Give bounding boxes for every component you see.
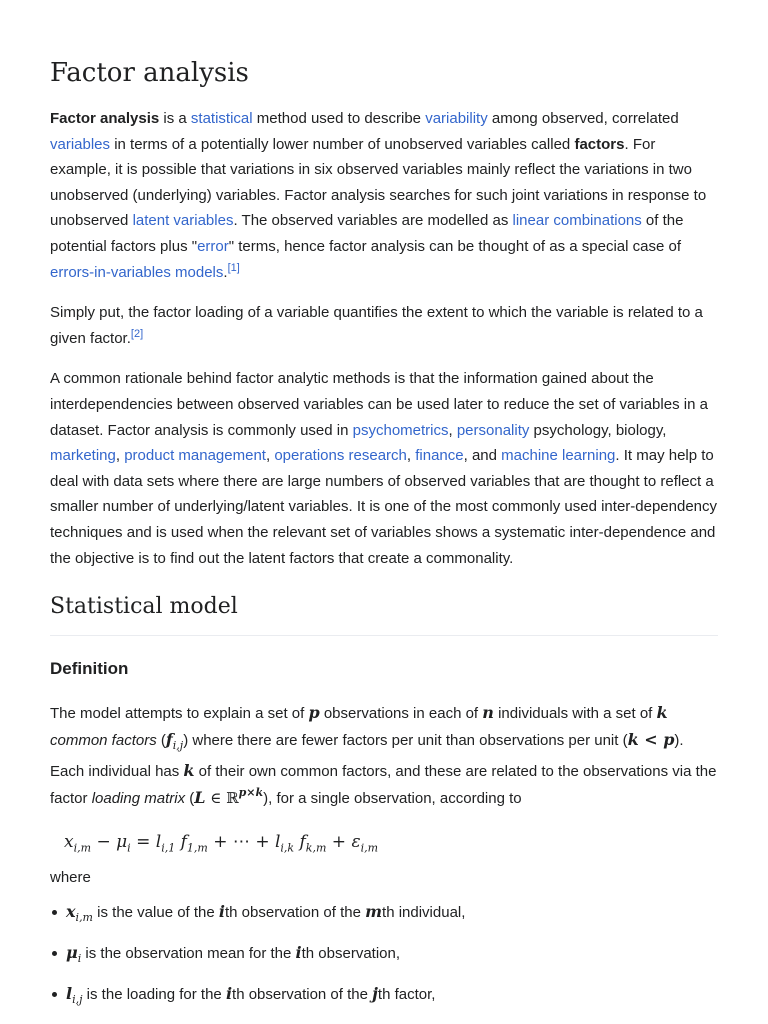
text: is the observation mean for the bbox=[81, 945, 296, 963]
eq-sub: 1,m bbox=[186, 841, 208, 855]
list-item bbox=[50, 942, 718, 970]
subsection-heading: Definition bbox=[50, 659, 129, 679]
math-i: i bbox=[295, 943, 302, 963]
eq-x: x bbox=[64, 831, 74, 852]
eq-sub: i bbox=[127, 841, 131, 855]
text: , bbox=[406, 447, 416, 465]
text: , bbox=[265, 447, 275, 465]
text: th observation of the bbox=[232, 986, 373, 1004]
text: Simply put, the factor loading of a variable quantifies the extent to which the variable is related to a given factor. bbox=[50, 304, 703, 347]
math-j: j bbox=[372, 984, 378, 1004]
text: ( bbox=[185, 790, 195, 808]
text: ) where there are fewer factors per unit than observations per unit ( bbox=[183, 731, 628, 749]
text: ). Each individual has bbox=[50, 731, 684, 781]
intro-paragraph bbox=[50, 106, 718, 285]
link-latent-variables[interactable]: latent variables bbox=[132, 212, 234, 230]
eq-sub: i,1 bbox=[161, 841, 176, 855]
link-marketing[interactable]: marketing bbox=[50, 447, 116, 465]
link-statistical[interactable]: statistical bbox=[190, 110, 253, 127]
text: th observation of the bbox=[225, 904, 366, 922]
list-item bbox=[50, 901, 718, 929]
link-psychometrics[interactable]: psychometrics bbox=[352, 421, 449, 439]
math-symbol: x bbox=[66, 902, 76, 922]
math-k: k bbox=[183, 761, 195, 781]
eq-f: f bbox=[299, 831, 306, 852]
eq-sub: i,m bbox=[73, 841, 92, 855]
eq-op: = bbox=[130, 831, 156, 852]
text: is a bbox=[159, 110, 191, 127]
eq-mu: μ bbox=[116, 831, 128, 852]
text: th observation, bbox=[301, 945, 401, 963]
link-variables[interactable]: variables bbox=[50, 135, 111, 153]
page-title: Factor analysis bbox=[50, 58, 249, 88]
rationale-paragraph bbox=[50, 366, 718, 571]
list-item bbox=[50, 983, 718, 1011]
link-product-management[interactable]: product management bbox=[124, 447, 266, 465]
eq-l: l bbox=[155, 831, 162, 852]
math-x bbox=[66, 902, 93, 925]
math-mu bbox=[66, 943, 82, 966]
eq-op: + bbox=[326, 831, 352, 852]
math-i: i bbox=[218, 902, 225, 922]
math-subscript: i bbox=[77, 952, 82, 966]
model-paragraph bbox=[50, 700, 718, 812]
link-error[interactable]: error bbox=[197, 237, 229, 255]
text: psychology, biology, bbox=[529, 421, 667, 439]
math-n: n bbox=[482, 703, 494, 723]
math-symbol: f bbox=[165, 729, 173, 749]
link-linear-combinations[interactable]: linear combinations bbox=[512, 212, 642, 230]
bold-term: Factor analysis bbox=[50, 110, 160, 127]
link-finance[interactable]: finance bbox=[415, 447, 464, 465]
text: The model attempts to explain a set of bbox=[50, 705, 309, 723]
math-k: k bbox=[656, 703, 668, 723]
definition-list bbox=[50, 901, 718, 1012]
bold-factors: factors bbox=[574, 135, 625, 153]
math-l bbox=[66, 984, 83, 1007]
math-in-R bbox=[205, 786, 264, 808]
eq-l: l bbox=[274, 831, 281, 852]
math-L: L bbox=[194, 788, 206, 808]
math-symbol: μ bbox=[66, 943, 78, 963]
text: individuals with a set of bbox=[493, 705, 657, 723]
text: . The observed variables are modelled as bbox=[233, 212, 513, 230]
link-variability[interactable]: variability bbox=[425, 110, 488, 127]
math-p: p bbox=[308, 703, 320, 723]
text: . It may help to deal with data sets where there are large numbers of observed variables that are thought to reflect a smaller number of underlying/latent variables. It is one of the most commonly used inter-dependency techniques and is used when the relevant set of variables shows a systematic inter-dependence and the objective is to find out the latent factors that create a commonality. bbox=[50, 447, 718, 567]
text: in terms of a potentially lower number of unobserved variables called bbox=[110, 135, 575, 153]
math-subscript: i,j bbox=[72, 993, 83, 1007]
text: , and bbox=[463, 447, 502, 465]
loading-paragraph bbox=[50, 300, 718, 351]
math-k-lt-p: k < p bbox=[627, 729, 675, 749]
eq-op: + ⋯ + bbox=[207, 831, 275, 852]
math-subscript: i,j bbox=[172, 738, 184, 752]
eq-sub: i,k bbox=[280, 841, 295, 855]
link-operations-research[interactable]: operations research bbox=[274, 447, 407, 465]
text: is the value of the bbox=[93, 904, 219, 922]
text: A common rationale behind factor analytic methods is that the information gained about the interdependencies between observed variables can be used later to reduce the set of variables in a dataset. Factor analysis is commonly used in bbox=[50, 370, 708, 439]
text: . bbox=[223, 263, 228, 281]
math-symbol: ∈ ℝ bbox=[205, 789, 239, 808]
math-i: i bbox=[225, 984, 233, 1004]
text: ), for a single observation, according to bbox=[263, 790, 522, 808]
math-f bbox=[165, 729, 184, 752]
text: of their own common factors, and these are related to the observations via the factor bbox=[50, 763, 717, 808]
link-personality[interactable]: personality bbox=[456, 421, 530, 439]
math-subscript: i,m bbox=[75, 911, 93, 925]
em-common-factors: common factors bbox=[50, 731, 157, 749]
eq-f: f bbox=[180, 831, 187, 852]
math-symbol: l bbox=[66, 984, 73, 1004]
text: observations in each of bbox=[319, 705, 483, 723]
link-errors-in-variables[interactable]: errors-in-variables models bbox=[50, 263, 224, 281]
link-machine-learning[interactable]: machine learning bbox=[501, 447, 616, 465]
math-m: m bbox=[365, 902, 383, 922]
text: th individual, bbox=[382, 904, 466, 922]
text: , bbox=[448, 421, 457, 439]
eq-epsilon: ε bbox=[351, 831, 361, 852]
text: method used to describe bbox=[252, 110, 426, 127]
math-superscript: p×k bbox=[238, 786, 264, 800]
eq-sub: k,m bbox=[305, 841, 327, 855]
model-equation bbox=[50, 827, 718, 863]
text: ( bbox=[156, 731, 166, 749]
text: of the potential factors plus " bbox=[50, 212, 684, 255]
text: " terms, hence factor analysis can be thought of as a special case of bbox=[228, 237, 681, 255]
eq-op: − bbox=[91, 831, 117, 852]
text: th factor, bbox=[377, 986, 436, 1004]
reference-1[interactable]: [1] bbox=[227, 261, 240, 274]
section-heading[interactable]: Statistical model bbox=[50, 591, 718, 636]
text: among observed, correlated bbox=[487, 110, 679, 127]
reference-2[interactable]: [2] bbox=[130, 327, 144, 340]
eq-sub: i,m bbox=[360, 841, 379, 855]
text: , bbox=[115, 447, 125, 465]
text: is the loading for the bbox=[82, 986, 226, 1004]
where-label: where bbox=[50, 869, 91, 887]
text: . For example, it is possible that variations in six observed variables mainly reflect the variations in two unobserved (underlying) variables. Factor analysis searches for such joint variations in response to unobserved bbox=[50, 135, 707, 230]
em-loading-matrix: loading matrix bbox=[91, 790, 186, 808]
